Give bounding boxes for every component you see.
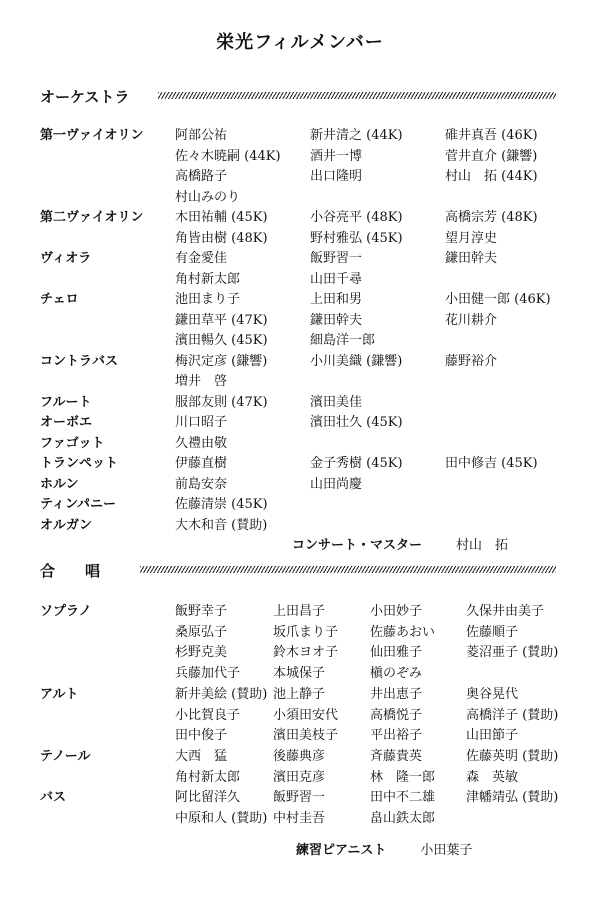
- member-name: 斉藤貴英: [370, 748, 423, 764]
- credit-name: 小田葉子: [420, 843, 473, 858]
- roster-row: [40, 392, 570, 413]
- member-name: 小須田安代: [273, 707, 339, 723]
- member-name: 望月淳史: [445, 230, 498, 246]
- member-name: 鎌田幹夫: [310, 312, 363, 328]
- member-name: 鈴木ヨオ子: [273, 645, 339, 661]
- member-name: 濱田克彦: [273, 769, 326, 785]
- rehearsal-pianist-credit: [296, 840, 472, 861]
- member-name: 新井清之 (44K): [310, 128, 403, 143]
- member-name: 飯野習一: [310, 251, 363, 266]
- roster-row: [40, 310, 570, 331]
- chorus-heading: 合 唱: [40, 560, 108, 581]
- roster-row: [40, 351, 570, 372]
- member-name: 高橋悦子: [370, 707, 423, 723]
- member-name: 服部友則 (47K): [175, 394, 268, 410]
- roster-row: [40, 767, 570, 788]
- member-name: 上田昌子: [273, 604, 326, 619]
- instrument-label: 第一ヴァイオリン: [40, 128, 144, 143]
- member-name: 兵藤加代子: [175, 666, 241, 682]
- concertmaster-credit: [292, 535, 508, 556]
- roster-row: [40, 787, 570, 808]
- member-name: 木田祐輔 (45K): [175, 210, 268, 225]
- roster-row: [40, 601, 570, 622]
- member-name: 高橋宗芳 (48K): [445, 210, 538, 225]
- member-name: 平出裕子: [370, 728, 423, 744]
- member-name: 小田妙子: [370, 604, 423, 619]
- roster-row: [40, 684, 570, 705]
- member-name: 酒井一博: [310, 148, 363, 164]
- instrument-label: ソプラノ: [40, 604, 92, 619]
- instrument-label: オーボエ: [40, 415, 93, 430]
- member-name: 小川美織 (鎌響): [310, 353, 403, 369]
- member-name: 上田和男: [310, 292, 363, 307]
- member-name: 井出恵子: [370, 686, 423, 702]
- member-name: 佐藤英明 (賛助): [466, 748, 559, 764]
- member-name: 菅井直介 (鎌響): [445, 148, 538, 164]
- member-name: 野村雅弘 (45K): [310, 230, 403, 246]
- instrument-label: ファゴット: [40, 435, 105, 451]
- roster-row: [40, 412, 570, 433]
- instrument-label: ティンパニー: [40, 497, 117, 512]
- member-name: 池上静子: [273, 686, 326, 702]
- member-name: 村山みのり: [175, 189, 241, 205]
- member-name: 濱田美枝子: [273, 728, 339, 744]
- instrument-label: ホルン: [40, 476, 79, 492]
- orchestra-heading: オーケストラ: [40, 86, 137, 107]
- credit-role: コンサート・マスター: [292, 538, 423, 553]
- instrument-label: バス: [40, 790, 67, 806]
- member-name: 桑原弘子: [175, 624, 228, 640]
- credit-role: 練習ピアニスト: [296, 843, 387, 858]
- member-name: 杉野克美: [175, 645, 228, 661]
- member-name: 山田千尋: [310, 271, 363, 287]
- member-name: 池田まり子: [175, 292, 241, 307]
- member-name: 大西 猛: [175, 748, 228, 764]
- member-name: 碓井真吾 (46K): [445, 128, 538, 143]
- roster-row: [40, 622, 570, 643]
- member-name: 梅沢定彦 (鎌響): [175, 353, 268, 369]
- member-name: 金子秀樹 (45K): [310, 456, 403, 471]
- member-name: 中村圭吾: [273, 811, 326, 826]
- member-name: 坂爪まり子: [273, 624, 339, 640]
- member-name: 角村新太郎: [175, 271, 241, 287]
- member-name: 菱沼亜子 (賛助): [466, 645, 559, 661]
- instrument-label: トランペット: [40, 456, 119, 471]
- member-name: 佐藤順子: [466, 624, 519, 640]
- member-name: 鎌田幹夫: [445, 251, 498, 266]
- member-name: 角皆由樹 (48K): [175, 230, 268, 246]
- member-name: 森 英敏: [466, 769, 519, 785]
- roster-row: [40, 146, 570, 167]
- member-name: 小田健一郎 (46K): [445, 292, 551, 307]
- member-name: 槇のぞみ: [370, 666, 423, 682]
- roster-row: [40, 371, 570, 392]
- member-name: 久禮由敬: [175, 435, 228, 451]
- member-name: 林 隆一郎: [370, 769, 436, 785]
- roster-row: [40, 725, 570, 746]
- member-name: 増井 啓: [175, 374, 228, 389]
- member-name: 藤野裕介: [445, 353, 498, 369]
- member-name: 小比賀良子: [175, 707, 241, 723]
- instrument-label: アルト: [40, 686, 79, 702]
- orchestra-section-header: [40, 86, 556, 106]
- instrument-label: テノール: [40, 748, 91, 764]
- instrument-label: コントラバス: [40, 353, 119, 369]
- member-name: 田中俊子: [175, 728, 228, 744]
- member-name: 後藤典彦: [273, 748, 326, 764]
- member-name: 久保井由美子: [466, 604, 545, 619]
- member-name: 川口昭子: [175, 415, 228, 430]
- roster-row: [40, 494, 570, 515]
- member-name: 大木和音 (賛助): [175, 517, 268, 533]
- member-name: 小谷亮平 (48K): [310, 210, 403, 225]
- roster-row: [40, 474, 570, 495]
- roster-row: [40, 228, 570, 249]
- member-name: 津幡靖弘 (賛助): [466, 790, 559, 806]
- member-name: 濱田美佳: [310, 394, 363, 410]
- hatched-rule: [158, 92, 556, 99]
- instrument-label: フルート: [40, 394, 92, 410]
- member-name: 高橋路子: [175, 169, 228, 184]
- instrument-label: チェロ: [40, 292, 79, 307]
- credit-name: 村山 拓: [456, 538, 509, 553]
- instrument-label: 第二ヴァイオリン: [40, 210, 144, 225]
- member-name: 佐々木暁嗣 (44K): [175, 148, 281, 164]
- roster-row: [40, 746, 570, 767]
- member-name: 中原和人 (賛助): [175, 811, 268, 826]
- roster-row: [40, 453, 570, 474]
- member-name: 本城保子: [273, 666, 326, 682]
- member-name: 飯野幸子: [175, 604, 228, 619]
- member-name: 阿部公祐: [175, 128, 228, 143]
- member-name: 田中不二雄: [370, 790, 436, 806]
- member-name: 伊藤直樹: [175, 456, 228, 471]
- member-name: 飯野習一: [273, 790, 326, 806]
- roster-row: [40, 515, 570, 536]
- member-name: 山田尚慶: [310, 476, 363, 492]
- member-name: 高橋洋子 (賛助): [466, 707, 559, 723]
- roster-row: [40, 125, 570, 146]
- member-name: 仙田雅子: [370, 645, 423, 661]
- member-name: 濱田壮久 (45K): [310, 415, 403, 430]
- member-name: 佐藤あおい: [370, 624, 436, 640]
- member-name: 奥谷晃代: [466, 686, 519, 702]
- roster-row: [40, 642, 570, 663]
- instrument-label: ヴィオラ: [40, 251, 92, 266]
- roster-row: [40, 808, 570, 829]
- member-name: 山田節子: [466, 728, 519, 744]
- member-name: 前島安奈: [175, 476, 228, 492]
- roster-row: [40, 433, 570, 454]
- member-name: 村山 拓 (44K): [445, 169, 538, 184]
- member-name: 濱田暢久 (45K): [175, 333, 268, 348]
- member-name: 細島洋一郎: [310, 333, 376, 348]
- page-title: 栄光フィルメンバー: [216, 32, 384, 53]
- roster-row: [40, 289, 570, 310]
- member-name: 角村新太郎: [175, 769, 241, 785]
- roster-row: [40, 187, 570, 208]
- roster-row: [40, 248, 570, 269]
- hatched-rule: [140, 566, 556, 573]
- member-name: 花川耕介: [445, 312, 498, 328]
- roster-row: [40, 269, 570, 290]
- roster-row: [40, 207, 570, 228]
- member-name: 有金愛佳: [175, 251, 228, 266]
- member-name: 出口隆明: [310, 169, 363, 184]
- member-name: 阿比留洋久: [175, 790, 241, 806]
- member-name: 鎌田草平 (47K): [175, 312, 268, 328]
- roster-row: [40, 705, 570, 726]
- member-name: 畠山鉄太郎: [370, 811, 436, 826]
- chorus-section-header: [40, 560, 556, 580]
- member-name: 佐藤清崇 (45K): [175, 497, 268, 512]
- roster-row: [40, 330, 570, 351]
- instrument-label: オルガン: [40, 517, 93, 533]
- roster-row: [40, 663, 570, 684]
- roster-row: [40, 166, 570, 187]
- member-name: 新井美絵 (賛助): [175, 686, 268, 702]
- member-name: 田中修吉 (45K): [445, 456, 538, 471]
